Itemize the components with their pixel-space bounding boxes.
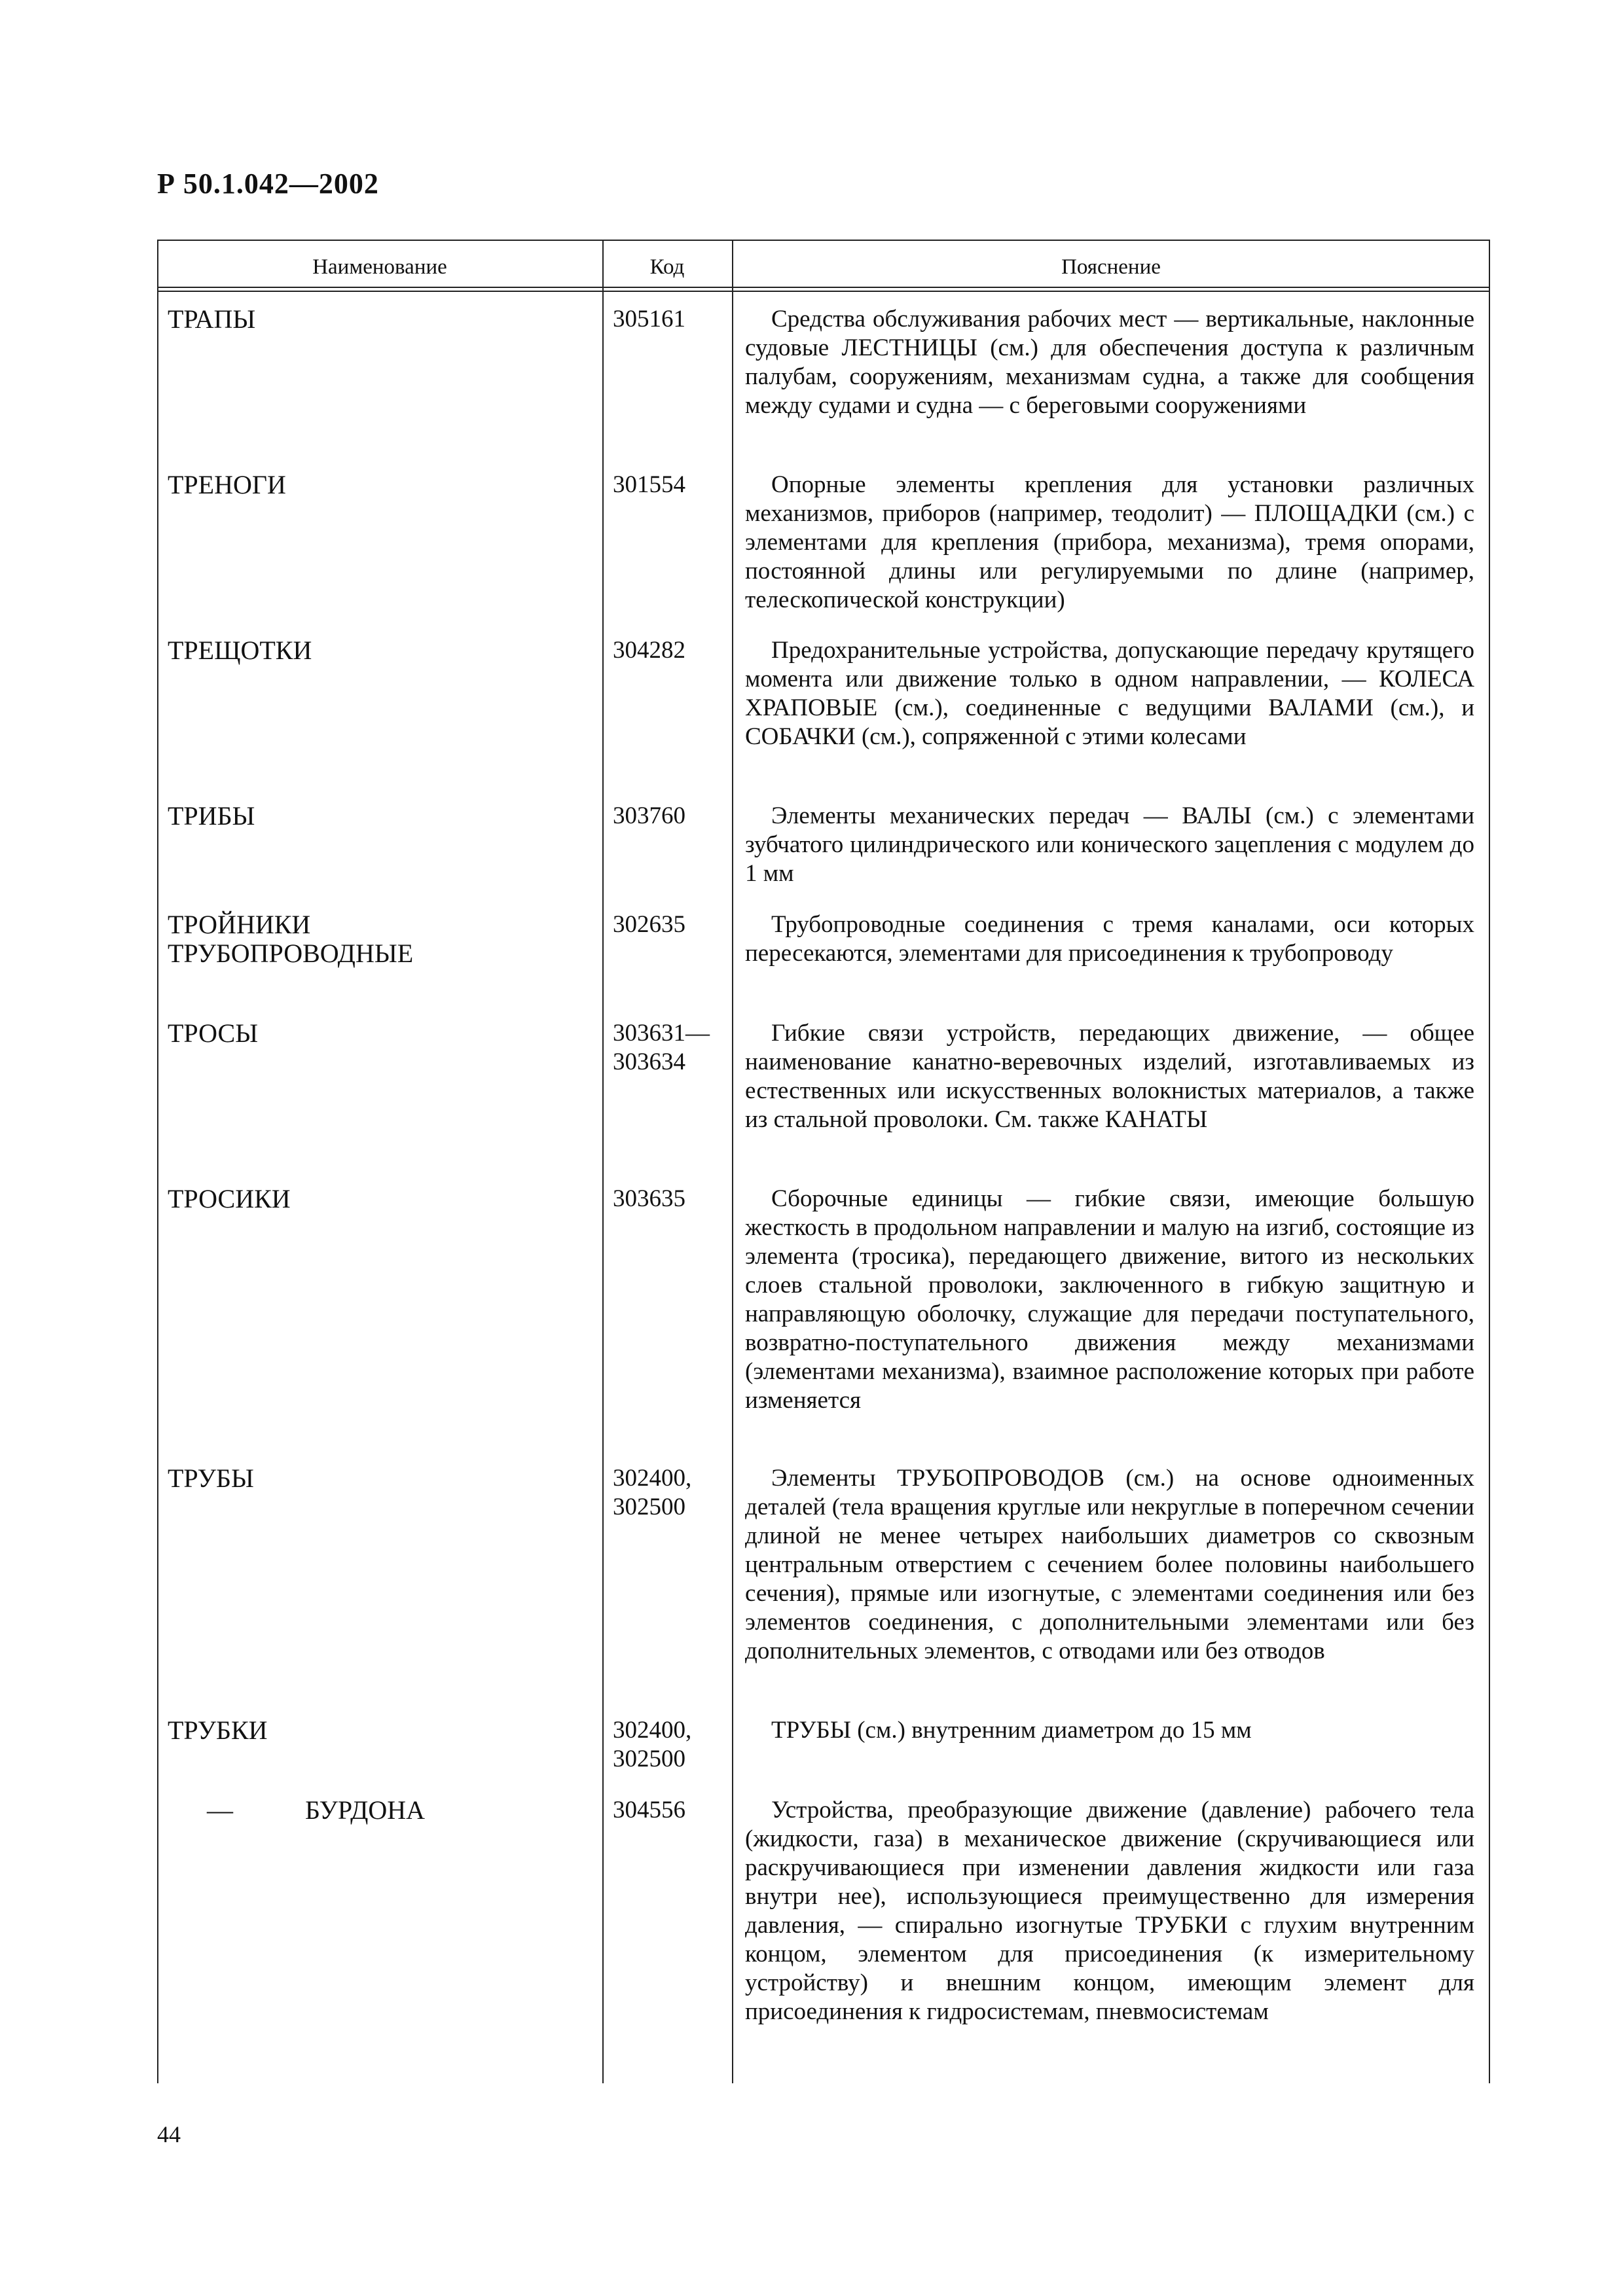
term-code: 304556 [613, 1797, 685, 1823]
term-description: Трубопроводные соединения с тремя каналами, оси которых пересекаются, элементами для присоединения к трубопроводу [745, 911, 1474, 967]
column-header-code: Код [649, 255, 685, 279]
term-description: Устройства, преобразующие движение (давление) рабочего тела (жидкости, газа) в механическое движение (скручивающиеся или раскручивающиеся при изменении давления жидкости или газа внутри нее), использующиеся преимущественно для измерения давления, — спирально изогнутые ТРУБКИ с глухим внутренним концом, элементом для присоединения (к измерительному устройству) и внешним концом, имеющим элемент для присоединения к гидросистемам, пневмосистемам [745, 1797, 1474, 2025]
column-header-name: Наименование [312, 255, 447, 279]
page-number: 44 [157, 2121, 181, 2147]
term-code: 304282 [613, 637, 685, 664]
term-description: Элементы механических передач — ВАЛЫ (см.) с элементами зубчатого цилиндрического или конического зацепления с модулем до 1 мм [745, 802, 1474, 887]
term-code: 302635 [613, 911, 685, 938]
table-header [157, 241, 1490, 288]
subterm-label: БУРДОНА [305, 1795, 426, 1825]
table-row [157, 802, 1490, 910]
term-name: ТРУБКИ [168, 1715, 268, 1745]
table-row [157, 636, 1490, 802]
table-row [157, 305, 1490, 471]
table-row [157, 1796, 1490, 2071]
terms-table [157, 240, 1490, 2083]
table-row [157, 1185, 1490, 1464]
table-row [157, 471, 1490, 636]
table-row [157, 1716, 1490, 1796]
term-description: Опорные элементы крепления для установки различных механизмов, приборов (например, теодолит) — ПЛОЩАДКИ (см.) с элементами для крепления (прибора, механизма), тремя опорами, постоянной длины или регулируемыми по длине (например, телескопической конструкции) [745, 471, 1474, 613]
table-row [157, 1464, 1490, 1716]
table-body [157, 305, 1490, 2071]
column-header-description: Пояснение [1061, 255, 1161, 279]
term-code: 301554 [613, 471, 685, 498]
term-name: ТРЕНОГИ [168, 470, 286, 499]
term-name: ТРАПЫ [168, 304, 256, 334]
subterm-name [207, 1796, 632, 1825]
term-name: ТРУБЫ [168, 1463, 254, 1493]
term-name: ТРИБЫ [168, 801, 255, 831]
term-code: 303760 [613, 802, 685, 829]
document-code: Р 50.1.042—2002 [157, 168, 379, 200]
term-code: 303631— 303634 [613, 1020, 710, 1075]
term-code: 302400, 302500 [613, 1465, 692, 1520]
term-description: Средства обслуживания рабочих мест — вертикальные, наклонные судовые ЛЕСТНИЦЫ (см.) для обеспечения доступа к различным палубам, сооружениям, механизмам судна, а также для сообщения между судами и судна — с береговыми сооружениями [745, 306, 1474, 419]
term-code: 305161 [613, 306, 685, 332]
term-description: Гибкие связи устройств, передающих движение, — общее наименование канатно-веревочных изделий, изготавливаемых из естественных или искусственных волокнистых материалов, а также из стальной проволоки. См. также КАНАТЫ [745, 1020, 1474, 1133]
term-code: 302400, 302500 [613, 1717, 692, 1772]
term-name: ТРОСИКИ [168, 1184, 291, 1213]
term-description: Сборочные единицы — гибкие связи, имеющие большую жесткость в продольном направлении и малую на изгиб, состоящие из элемента (тросика), передающего движение, витого из нескольких слоев стальной проволоки, заключенного в гибкую защитную и направляющую оболочку, служащие для передачи поступательного, возвратно-поступательного движения между механизмами (элементами механизма), взаимное расположение которых при работе изменяется [745, 1185, 1474, 1414]
term-name: ТРОСЫ [168, 1018, 259, 1048]
term-description: Предохранительные устройства, допускающие передачу крутящего момента или движение только в одном направлении, — КОЛЕСА ХРАПОВЫЕ (см.), соединенные с ведущими ВАЛАМИ (см.), и СОБАЧКИ (см.), сопряженной с этими колесами [745, 637, 1474, 750]
term-code: 303635 [613, 1185, 685, 1212]
subterm-dash: — [207, 1795, 233, 1825]
table-row [157, 1019, 1490, 1185]
term-description: Элементы ТРУБОПРОВОДОВ (см.) на основе одноименных деталей (тела вращения круглые или некруглые в поперечном сечении длиной не менее четырех наибольших диаметров со сквозным центральным отверстием с сечением более половины наибольшего сечения), прямые или изогнутые, с элементами соединения или без элементов соединения, с дополнительными элементами или без дополнительных элементов, с отводами или без отводов [745, 1465, 1474, 1664]
table-row [157, 910, 1490, 1019]
term-name: ТРОЙНИКИ ТРУБОПРОВОДНЫЕ [168, 910, 414, 968]
term-description: ТРУБЫ (см.) внутренним диаметром до 15 мм [771, 1717, 1252, 1744]
term-name: ТРЕЩОТКИ [168, 636, 312, 665]
